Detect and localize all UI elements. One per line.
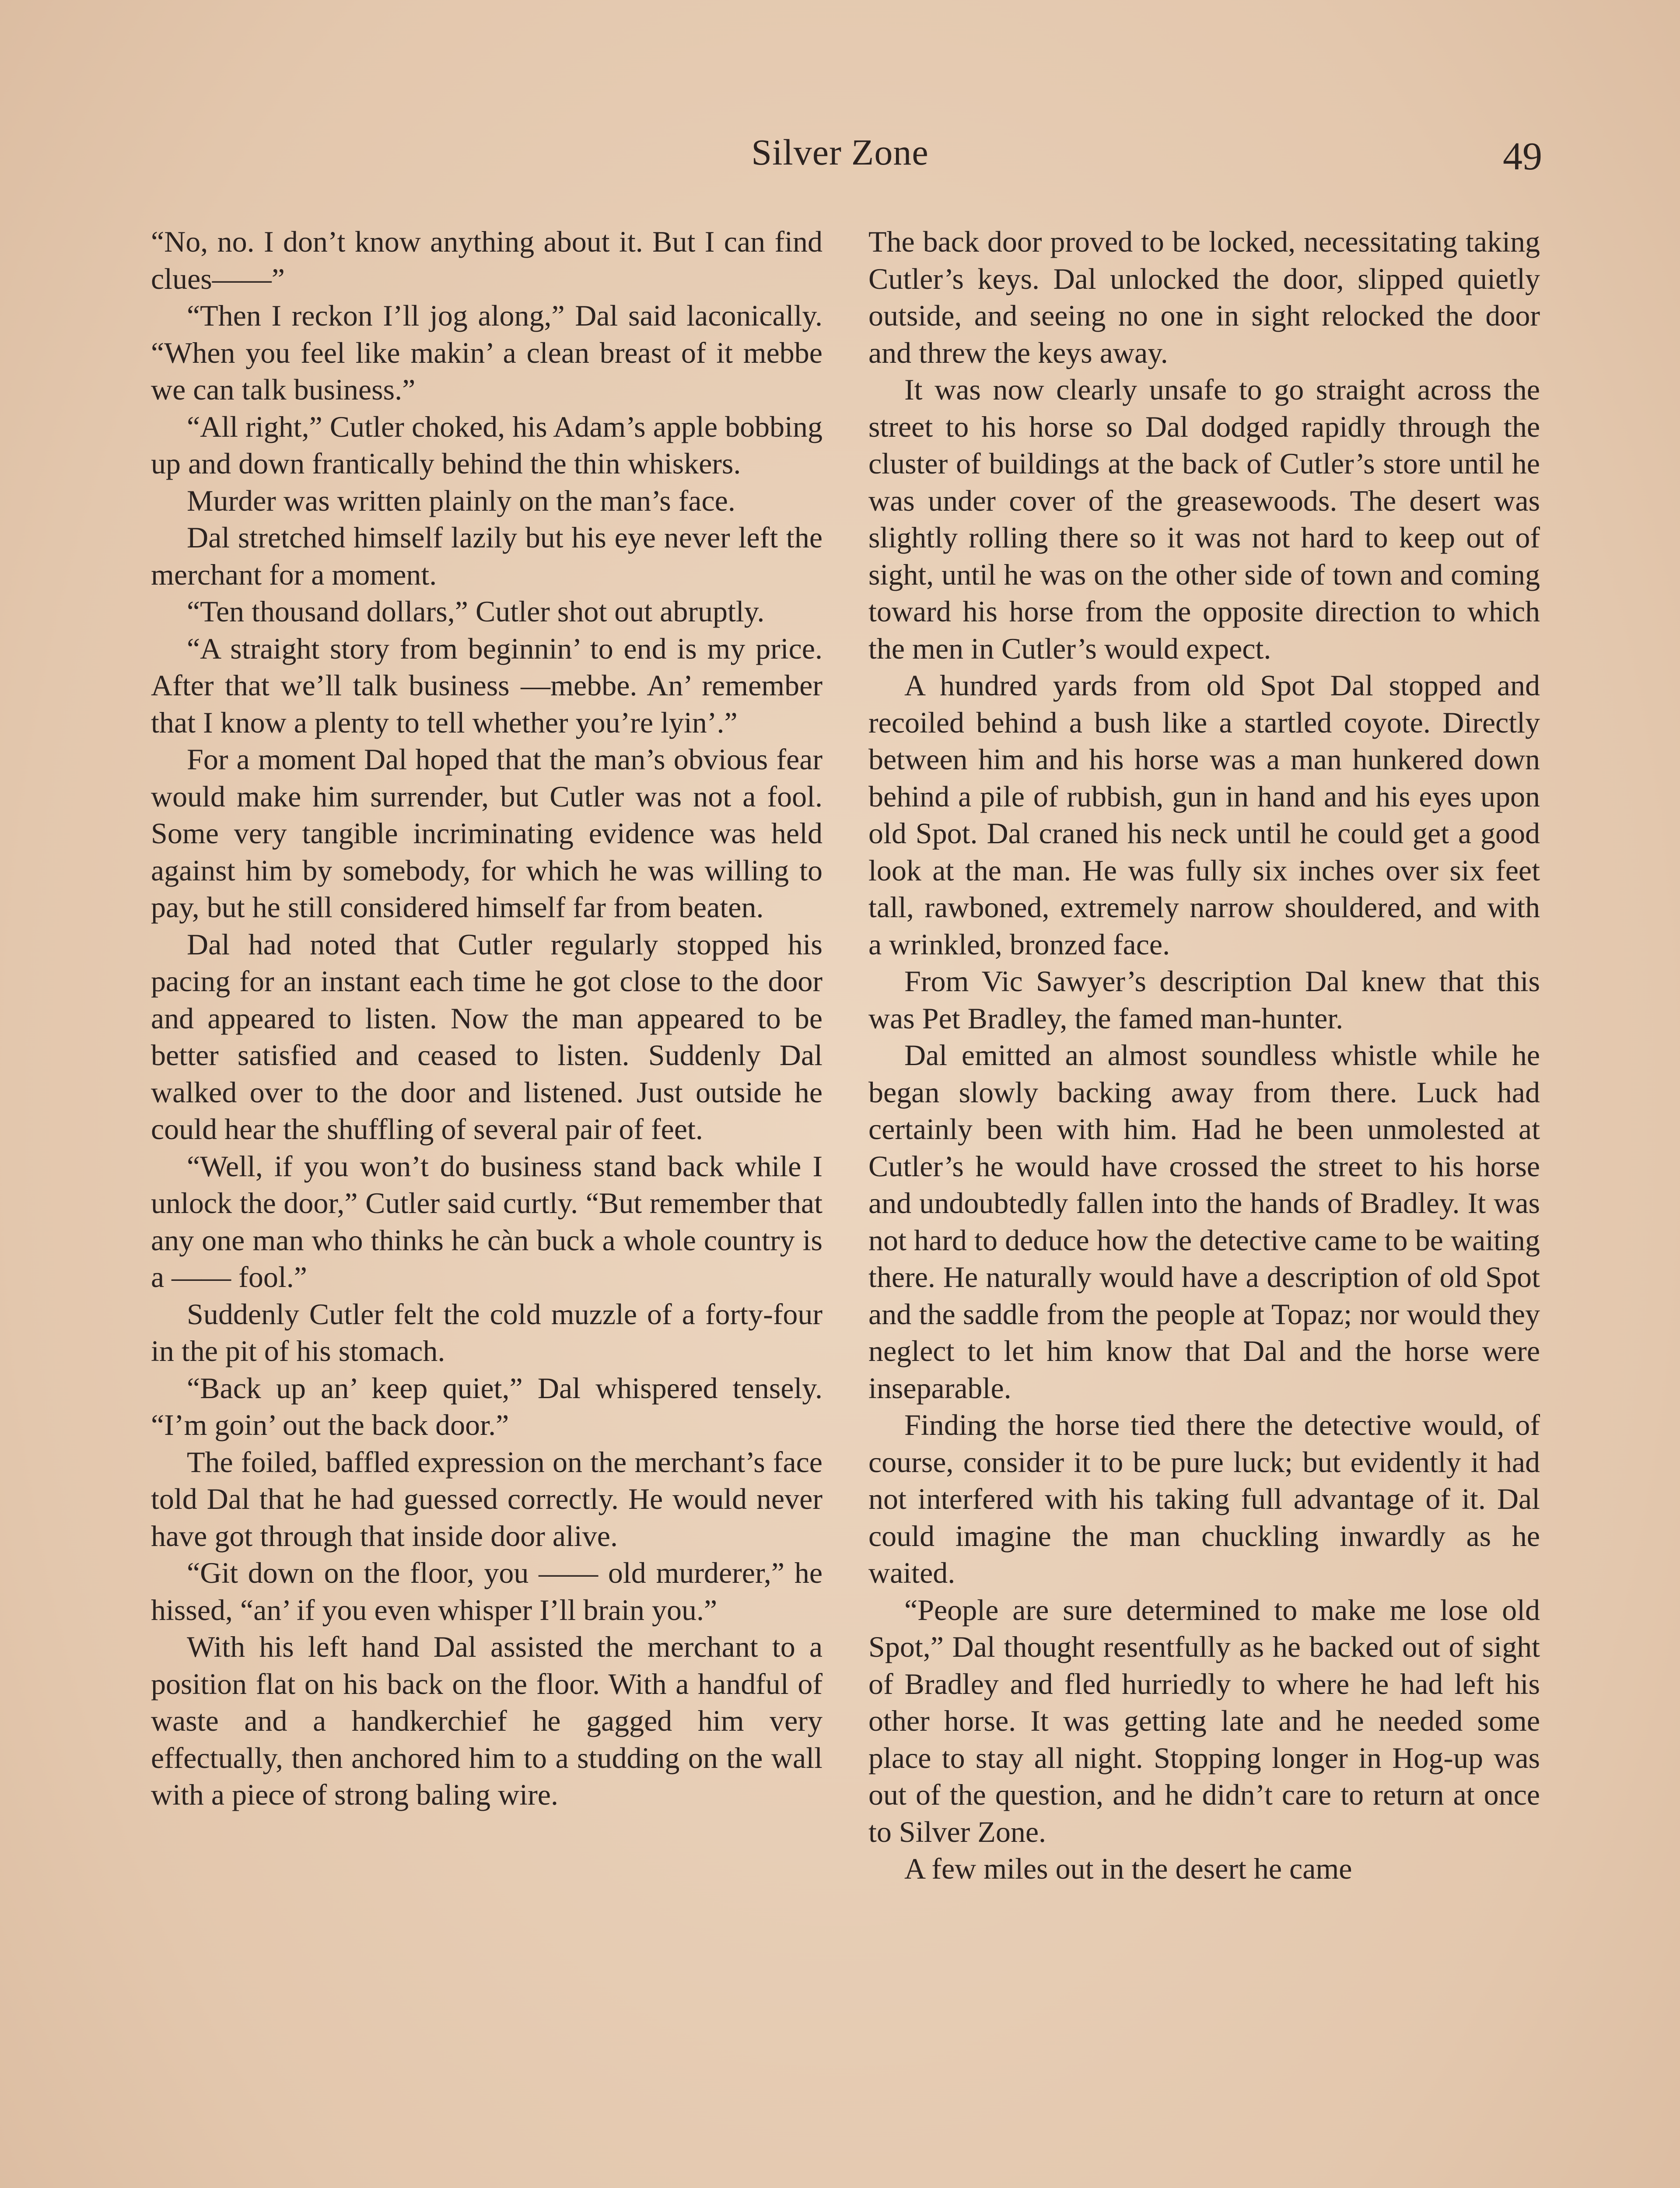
- paragraph: “No, no. I don’t know anything about it. But I can find clues——”: [151, 225, 822, 295]
- paragraph: Murder was written plainly on the man’s face.: [187, 484, 735, 517]
- paragraph: Dal had noted that Cutler regularly stopped his pacing for an instant each time he got close to the door and appeared to listen. Now the man appeared to be better satisfied and ceased to listen. Suddenly Dal walked over to the door and listened. Just outside he could hear the shuffling of several pair of feet.: [151, 927, 822, 1146]
- paragraph: The back door proved to be locked, necessitating taking Cutler’s keys. Dal unlocked the door, slipped quietly outside, and seeing no one in sight relocked the door and threw the keys away.: [868, 225, 1540, 369]
- paragraph: Dal emitted an almost soundless whistle while he began slowly backing away from there. Luck had certainly been with him. Had he been unmolested at Cutler’s he would have crossed the street to his horse and undoubtedly fallen into the hands of Bradley. It was not hard to deduce how the detective came to be waiting there. He naturally would have a description of old Spot and the saddle from the people at Topaz; nor would they neglect to let him know that Dal and the horse were inseparable.: [868, 1038, 1540, 1405]
- paragraph: Suddenly Cutler felt the cold muzzle of a forty-four in the pit of his stomach.: [151, 1297, 822, 1368]
- paragraph: “Git down on the floor, you —— old murderer,” he hissed, “an’ if you even whisper I’ll brain you.”: [151, 1556, 822, 1627]
- page-number: 49: [1503, 135, 1542, 178]
- paragraph: “Back up an’ keep quiet,” Dal whispered tensely. “I’m goin’ out the back door.”: [151, 1371, 822, 1441]
- paragraph: “All right,” Cutler choked, his Adam’s apple bobbing up and down frantically behind the thin whiskers.: [151, 410, 822, 480]
- paragraph: From Vic Sawyer’s description Dal knew that this was Pet Bradley, the famed man-hunter.: [868, 964, 1540, 1035]
- paragraph: “A straight story from beginnin’ to end is my price. After that we’ll talk business —mebbe. An’ remember that I know a plenty to tell whether you’re lyin’.”: [151, 631, 822, 739]
- running-title: Silver Zone: [751, 132, 929, 173]
- paragraph: “People are sure determined to make me lose old Spot,” Dal thought resentfully as he backed out of sight of Bradley and fled hurriedly to where he had left his other horse. It was getting late and he needed some place to stay all night. Stopping longer in Hog-up was out of the question, and he didn’t care to return at once to Silver Zone.: [868, 1593, 1540, 1848]
- paragraph: “Well, if you won’t do business stand back while I unlock the door,” Cutler said curtly. “But remember that any one man who thinks he càn buck a whole country is a —— fool.”: [151, 1149, 822, 1294]
- paragraph: The foiled, baffled expression on the merchant’s face told Dal that he had guessed correctly. He would never have got through that inside door alive.: [151, 1445, 822, 1553]
- right-column: [868, 223, 1540, 1887]
- paragraph: It was now clearly unsafe to go straight across the street to his horse so Dal dodged rapidly through the cluster of buildings at the back of Cutler’s store until he was under cover of the greasewoods. The desert was slightly rolling there so it was not hard to keep out of sight, until he was on the other side of town and coming toward his horse from the opposite direction to which the men in Cutler’s would expect.: [868, 373, 1540, 665]
- paragraph: Finding the horse tied there the detective would, of course, consider it to be pure luck; but evidently it had not interfered with his taking full advantage of it. Dal could imagine the man chuckling inwardly as he waited.: [868, 1408, 1540, 1589]
- paragraph: A hundred yards from old Spot Dal stopped and recoiled behind a bush like a startled coyote. Directly between him and his horse was a man hunkered down behind a pile of rubbish, gun in hand and his eyes upon old Spot. Dal craned his neck until he could get a good look at the man. He was fully six inches over six feet tall, rawboned, extremely narrow shouldered, and with a wrinkled, bronzed face.: [868, 669, 1540, 961]
- left-column: [151, 223, 822, 1813]
- page-header: [0, 131, 1680, 184]
- paragraph: Dal stretched himself lazily but his eye never left the merchant for a moment.: [151, 521, 822, 591]
- paragraph: A few miles out in the desert he came: [904, 1852, 1352, 1885]
- paragraph: “Then I reckon I’ll jog along,” Dal said laconically. “When you feel like makin’ a clean breast of it mebbe we can talk business.”: [151, 299, 822, 406]
- paragraph: For a moment Dal hoped that the man’s obvious fear would make him surrender, but Cutler was not a fool. Some very tangible incriminating evidence was held against him by somebody, for which he was willing to pay, but he still considered himself far from beaten.: [151, 743, 822, 924]
- paragraph: “Ten thousand dollars,” Cutler shot out abruptly.: [187, 595, 765, 628]
- paragraph: With his left hand Dal assisted the merchant to a position flat on his back on the floor. With a handful of waste and a handkerchief he gagged him very effectually, then anchored him to a studding on the wall with a piece of strong baling wire.: [151, 1630, 822, 1811]
